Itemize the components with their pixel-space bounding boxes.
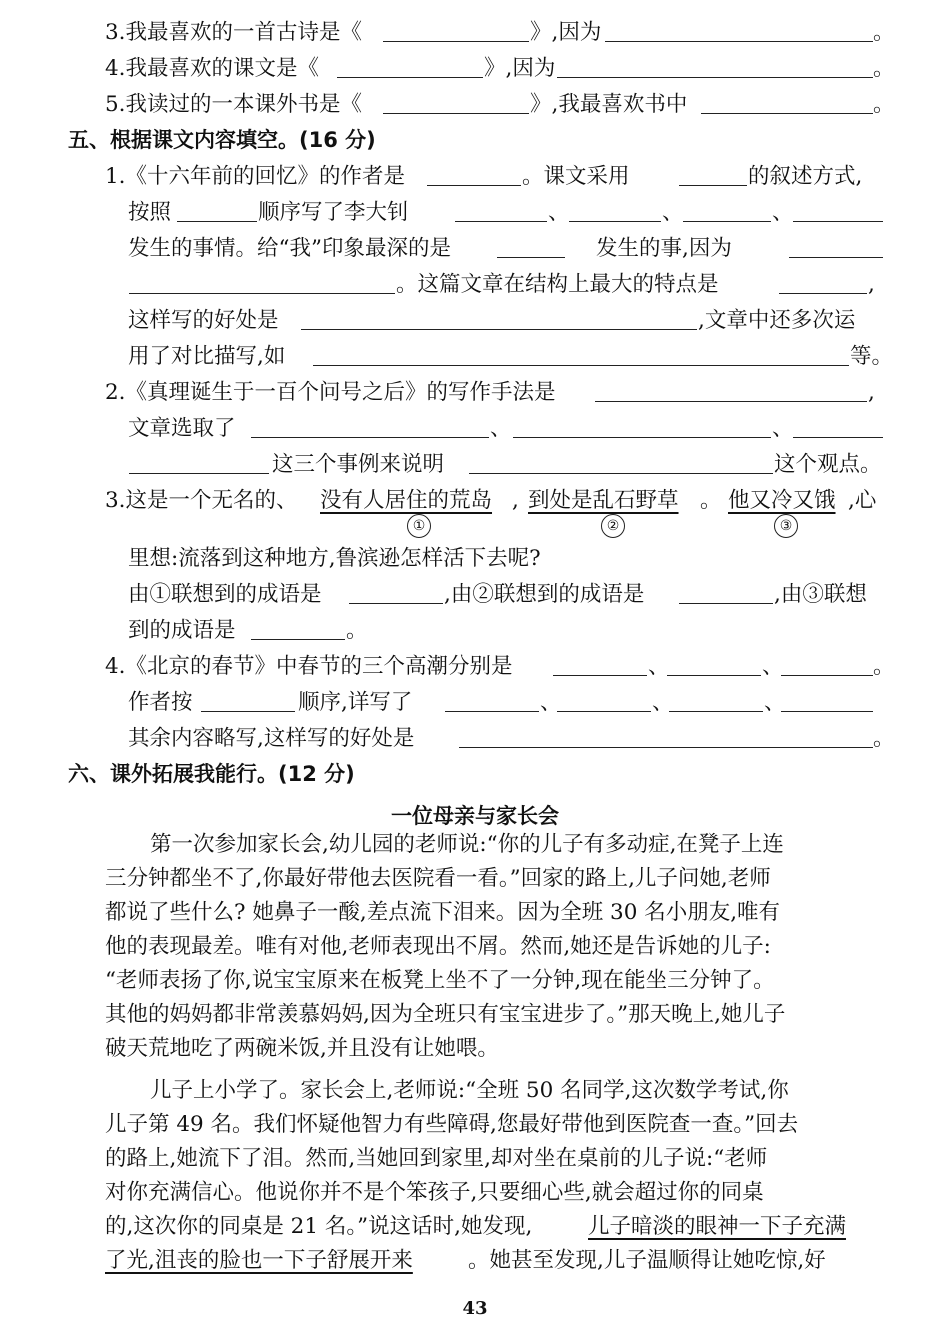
- s5q1-blank-event-1[interactable]: [455, 202, 547, 222]
- s5q3-underlined-1: 没有人居住的荒岛: [320, 488, 493, 513]
- q3-blank-2[interactable]: [605, 22, 873, 42]
- s5q4-text: 、: [652, 690, 674, 715]
- q5-blank-2[interactable]: [701, 94, 873, 114]
- q4-blank-1[interactable]: [337, 58, 483, 78]
- s5q2-blank-example-3-cont[interactable]: [129, 454, 269, 474]
- s5q3-blank-idiom-2[interactable]: [679, 584, 773, 604]
- q3-text-c: 。: [873, 20, 895, 45]
- s5q4-text: 、: [762, 654, 784, 679]
- s5q4-text: 4.《北京的春节》中春节的三个高潮分别是: [105, 654, 513, 679]
- s5q4-blank-climax-1[interactable]: [553, 656, 647, 676]
- s5q1-text: 、: [662, 200, 684, 225]
- s5q4-blank-detail-1[interactable]: [445, 692, 539, 712]
- article-text: 。她甚至发现,儿子温顺得让她吃惊,好: [468, 1248, 826, 1273]
- s5q4-text: 、: [648, 654, 670, 679]
- article-text: 儿子上小学了。家长会上,老师说:“全班 50 名同学,这次数学考试,你: [150, 1078, 789, 1103]
- q4-text-b: 》,因为: [484, 56, 556, 81]
- s5q3-text: 。: [346, 618, 368, 643]
- s5q4-text: 、: [540, 690, 562, 715]
- q4-blank-2[interactable]: [557, 58, 873, 78]
- article-text: 的,这次你的同桌是 21 名。”说这话时,她发现,: [105, 1214, 533, 1239]
- s5q1-text: 顺序写了李大钊: [258, 200, 409, 225]
- s5q4-text: 、: [764, 690, 786, 715]
- q5-text-c: 。: [873, 92, 895, 117]
- s5q1-text: 、: [548, 200, 570, 225]
- s5q1-blank-event-2[interactable]: [569, 202, 661, 222]
- s5q2-blank-technique[interactable]: [595, 382, 867, 402]
- s5q4-blank-climax-3[interactable]: [781, 656, 873, 676]
- s5q1-blank-because-cont[interactable]: [129, 274, 395, 294]
- s5q1-blank-contrast[interactable]: [313, 346, 849, 366]
- s5q1-blank-order[interactable]: [177, 202, 257, 222]
- s5q4-text: 。: [873, 654, 895, 679]
- q3-text-b: 》,因为: [530, 20, 602, 45]
- q5-text-b: 》,我最喜欢书中: [530, 92, 688, 117]
- s5q1-text: 。课文采用: [522, 164, 630, 189]
- s5q4-blank-order[interactable]: [201, 692, 295, 712]
- q3-blank-1[interactable]: [383, 22, 529, 42]
- s5q2-blank-example-3[interactable]: [793, 418, 883, 438]
- s5q4-blank-detail-4[interactable]: [781, 692, 873, 712]
- s5q3-blank-idiom-3[interactable]: [251, 620, 345, 640]
- s5q2-text: 2.《真理诞生于一百个问号之后》的写作手法是: [105, 380, 556, 405]
- s5q4-text: 作者按: [128, 690, 193, 715]
- s5q1-text: 按照: [128, 200, 172, 225]
- page-number: 43: [462, 1298, 488, 1319]
- s5q3-underlined-3: 他又冷又饿: [728, 488, 836, 513]
- q5-blank-1[interactable]: [383, 94, 529, 114]
- s5q1-blank-deepest[interactable]: [497, 238, 565, 258]
- s5q4-blank-detail-2[interactable]: [557, 692, 651, 712]
- article-text: 对你充满信心。他说你并不是个笨孩子,只要细心些,就会超过你的同桌: [105, 1180, 764, 1205]
- q4-text-c: 。: [873, 56, 895, 81]
- q3-text-a: 3.我最喜欢的一首古诗是《: [105, 20, 363, 45]
- article-underlined-phrase: 儿子暗淡的眼神一下子充满: [588, 1214, 847, 1239]
- s5q3-underlined-2: 到处是乱石野草: [528, 488, 679, 513]
- s5q1-text: 发生的事,因为: [596, 236, 732, 261]
- s5q2-text: 文章选取了: [128, 416, 236, 441]
- s5q3-text: ,心: [848, 488, 877, 513]
- s5q1-text: 、: [772, 200, 794, 225]
- s5q3-text: ,: [512, 488, 519, 513]
- s5q2-text: 、: [772, 416, 794, 441]
- article-title: 一位母亲与家长会: [391, 804, 559, 828]
- s5q3-text: 到的成语是: [128, 618, 236, 643]
- s5q1-blank-author[interactable]: [427, 166, 521, 186]
- q4-text-a: 4.我最喜欢的课文是《: [105, 56, 320, 81]
- s5q1-text: 。这篇文章在结构上最大的特点是: [396, 272, 719, 297]
- s5q1-text: 的叙述方式,: [748, 164, 863, 189]
- article-text: “老师表扬了你,说宝宝原来在板凳上坐不了一分钟,现在能坐三分钟了。: [105, 968, 775, 993]
- q5-text-a: 5.我读过的一本课外书是《: [105, 92, 363, 117]
- s5q4-blank-climax-2[interactable]: [667, 656, 761, 676]
- s5q1-text: 发生的事情。给“我”印象最深的是: [128, 236, 451, 261]
- section-6-title: 六、课外拓展我能行。(12 分): [68, 762, 355, 786]
- s5q1-blank-event-4[interactable]: [793, 202, 883, 222]
- s5q1-blank-because[interactable]: [789, 238, 883, 258]
- s5q1-text: ,文章中还多次运: [698, 308, 856, 333]
- s5q1-text: 等。: [850, 344, 894, 369]
- s5q3-text: 里想:流落到这种地方,鲁滨逊怎样活下去呢?: [128, 546, 541, 571]
- s5q3-blank-idiom-1[interactable]: [349, 584, 443, 604]
- s5q3-text: ,由③联想: [774, 582, 867, 607]
- s5q2-text: 、: [490, 416, 512, 441]
- s5q3-text: 3.这是一个无名的、: [105, 488, 298, 513]
- s5q1-blank-benefit[interactable]: [301, 310, 697, 330]
- section-5-title: 五、根据课文内容填空。(16 分): [68, 128, 376, 152]
- article-text: 其他的妈妈都非常羡慕妈妈,因为全班只有宝宝进步了。”那天晚上,她儿子: [105, 1002, 786, 1027]
- circled-number-1: ①: [407, 514, 431, 538]
- s5q4-text: 其余内容略写,这样写的好处是: [128, 726, 415, 751]
- s5q4-text: 。: [873, 726, 895, 751]
- article-text: 的路上,她流下了泪。然而,当她回到家里,却对坐在桌前的儿子说:“老师: [105, 1146, 768, 1171]
- s5q3-text: ,由②联想到的成语是: [444, 582, 645, 607]
- circled-number-3: ③: [774, 514, 798, 538]
- s5q2-blank-example-1[interactable]: [251, 418, 489, 438]
- s5q1-blank-event-3[interactable]: [683, 202, 771, 222]
- circled-number-2: ②: [601, 514, 625, 538]
- s5q2-text: ,: [868, 380, 875, 405]
- s5q2-text: 这个观点。: [774, 452, 882, 477]
- article-text: 三分钟都坐不了,你最好带他去医院看一看。”回家的路上,儿子问她,老师: [105, 866, 771, 891]
- article-text: 儿子第 49 名。我们怀疑他智力有些障碍,您最好带他到医院查一查。”回去: [105, 1112, 799, 1137]
- s5q1-text: 1.《十六年前的回忆》的作者是: [105, 164, 406, 189]
- s5q1-text: 用了对比描写,如: [128, 344, 286, 369]
- s5q4-blank-detail-3[interactable]: [669, 692, 763, 712]
- article-underlined-phrase: 了光,沮丧的脸也一下子舒展开来: [105, 1248, 413, 1273]
- s5q1-blank-narration[interactable]: [679, 166, 747, 186]
- s5q2-blank-example-2[interactable]: [513, 418, 771, 438]
- s5q1-text: ,: [868, 272, 875, 297]
- article-text: 破天荒地吃了两碗米饭,并且没有让她喂。: [105, 1036, 499, 1061]
- s5q4-blank-benefit[interactable]: [459, 728, 873, 748]
- s5q3-text: 由①联想到的成语是: [128, 582, 322, 607]
- article-text: 第一次参加家长会,幼儿园的老师说:“你的儿子有多动症,在凳子上连: [150, 832, 784, 857]
- article-text: 都说了些什么? 她鼻子一酸,差点流下泪来。因为全班 30 名小朋友,唯有: [105, 900, 781, 925]
- s5q3-text: 。: [700, 488, 722, 513]
- s5q2-blank-viewpoint[interactable]: [469, 454, 773, 474]
- s5q1-text: 这样写的好处是: [128, 308, 279, 333]
- s5q1-blank-structure[interactable]: [779, 274, 867, 294]
- s5q2-text: 这三个事例来说明: [272, 452, 445, 477]
- s5q4-text: 顺序,详写了: [298, 690, 413, 715]
- article-text: 他的表现最差。唯有对他,老师表现出不屑。然而,她还是告诉她的儿子:: [105, 934, 771, 959]
